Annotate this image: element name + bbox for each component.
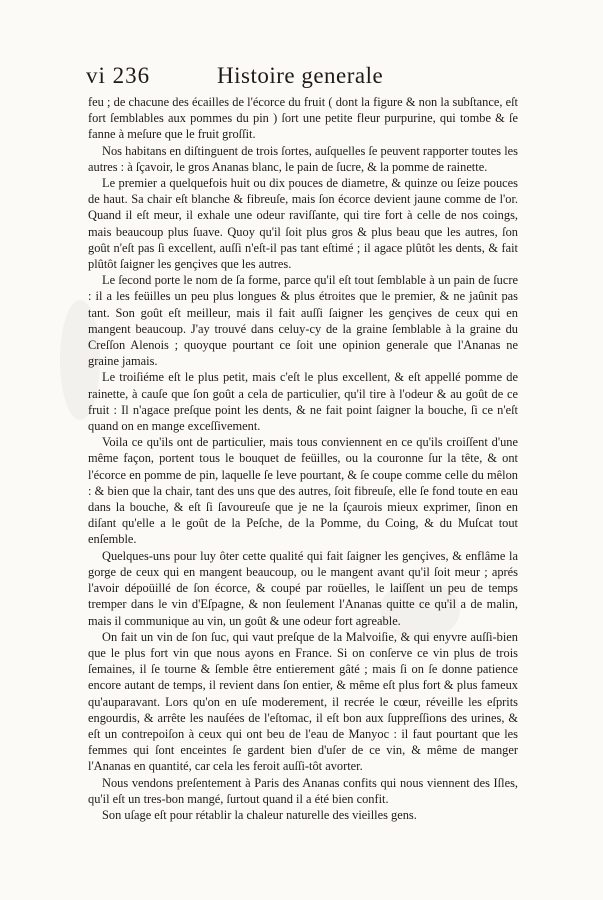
paragraph: Le premier a quelquefois huit ou dix pouces de diametre, & quinze ou ſeize pouces de haut. Sa chair eſt blanche & fibreuſe, mais ſon écorce devient jaune comme de l'or. Quand il eſt meur, il exhale une odeur raviſſante, qui tire fort à celle de nos coings, mais beaucoup plus ſuave. Quoy qu'il ſoit plus gros & plus beau que les autres, ſon goût n'eſt pas ſi excellent, auſſi n'eſt-il pas tant eſtimé ; il agace plûtôt les dents, & fait plûtôt ſaigner les gençives que les autres. (88, 176, 518, 272)
body-text (88, 94, 518, 823)
paragraph: Le ſecond porte le nom de ſa forme, parce qu'il eſt tout ſemblable à un pain de ſucre : il a les feüilles un peu plus longues & plus étroites que le premier, & ne jaûnit pas tant. Son goût eſt meilleur, mais il fait auſſi ſaigner les gençives de ceux qui en mangent beaucoup. J'ay trouvé dans celuy-cy de la graine ſemblable à la graine du Creſſon Alenois ; quoyque pourtant ce ſoit une opinion generale que l'Ananas ne graine jamais. (88, 273, 518, 369)
paragraph: Le troiſiéme eſt le plus petit, mais c'eſt le plus excellent, & eſt appellé pomme de rainette, à cauſe que ſon goût a cela de particulier, qu'il tire à l'odeur & au goût de ce fruit : Il n'agace preſque point les dents, & ne fait point ſaigner la bouche, ſi ce n'eſt quand on en mange exceſſivement. (88, 370, 518, 434)
page-header (86, 63, 526, 97)
paragraph: feu ; de chacune des écailles de l'écorce du fruit ( dont la figure & non la subſtance, eſt fort ſemblables aux pommes du pin ) ſort une petite fleur purpurine, qui tombe & ſe fanne à meſure que le fruit groſſit. (88, 95, 518, 142)
paragraph: Voila ce qu'ils ont de particulier, mais tous conviennent en ce qu'ils croiſſent d'une même façon, portent tous le bouquet de feüilles, ou la couronne ſur la tête, & ont l'écorce en pomme de pin, laquelle ſe leve pourtant, & ſe coupe comme celle du mêlon : & bien que la chair, tant des uns que des autres, ſoit fibreuſe, elle ſe fond toute en eau dans la bouche, & eſt ſi ſavoureuſe que je ne la ſçaurois mieux exprimer, ſinon en diſant qu'elle a le goût de la Peſche, de la Pomme, du Coing, & du Muſcat tout enſemble. (88, 435, 518, 547)
paragraph: Nos habitans en diſtinguent de trois ſortes, auſquelles ſe peuvent rapporter toutes les autres : à ſçavoir, le gros Ananas blanc, le pain de ſucre, & la pomme de rainette. (88, 143, 518, 174)
running-title: Histoire generale (217, 63, 384, 88)
paragraph: Son uſage eſt pour rétablir la chaleur naturelle des vieilles gens. (102, 807, 417, 822)
paragraph: Quelques-uns pour luy ôter cette qualité qui fait ſaigner les gençives, & enflâme la gorge de ceux qui en mangent beaucoup, ou le mangent avant qu'il ſoit meur ; aprés l'avoir dépoüillé de ſon écorce, & coupé par roüelles, le laiſſent un peu de temps tremper dans le vin d'Eſpagne, & non ſeulement l'Ananas quitte ce qu'il a de malin, mais il communique au vin, un goût & une odeur fort agreable. (88, 548, 518, 628)
paragraph: Nous vendons preſentement à Paris des Ananas confits qui nous viennent des Iſles, qu'il eſt un tres-bon mangé, ſurtout quand il a été bien confit. (88, 775, 518, 806)
paragraph: On fait un vin de ſon ſuc, qui vaut preſque de la Malvoiſie, & qui enyvre auſſi-bien que le plus fort vin que nous ayons en France. Si on conſerve ce vin plus de trois ſemaines, il ſe tourne & ſemble être entierement gâté ; mais ſi on ſe donne patience encore autant de temps, il revient dans ſon entier, & même eſt plus fort & plus fameux qu'auparavant. Lors qu'on en uſe moderement, il recrée le cœur, réveille les eſprits engourdis, & arrête les nauſées de l'eſtomac, il eſt bon aux ſuppreſſions des urines, & eſt un contrepoiſon à ceux qui ont beu de l'eau de Manyoc : il faut pourtant que les femmes qui ſont enceintes ſe gardent bien d'uſer de ce vin, & même de manger l'Ananas en quantité, car cela les feroit auſſi-tôt avorter. (88, 629, 518, 774)
page-number: vi 236 (86, 63, 151, 88)
